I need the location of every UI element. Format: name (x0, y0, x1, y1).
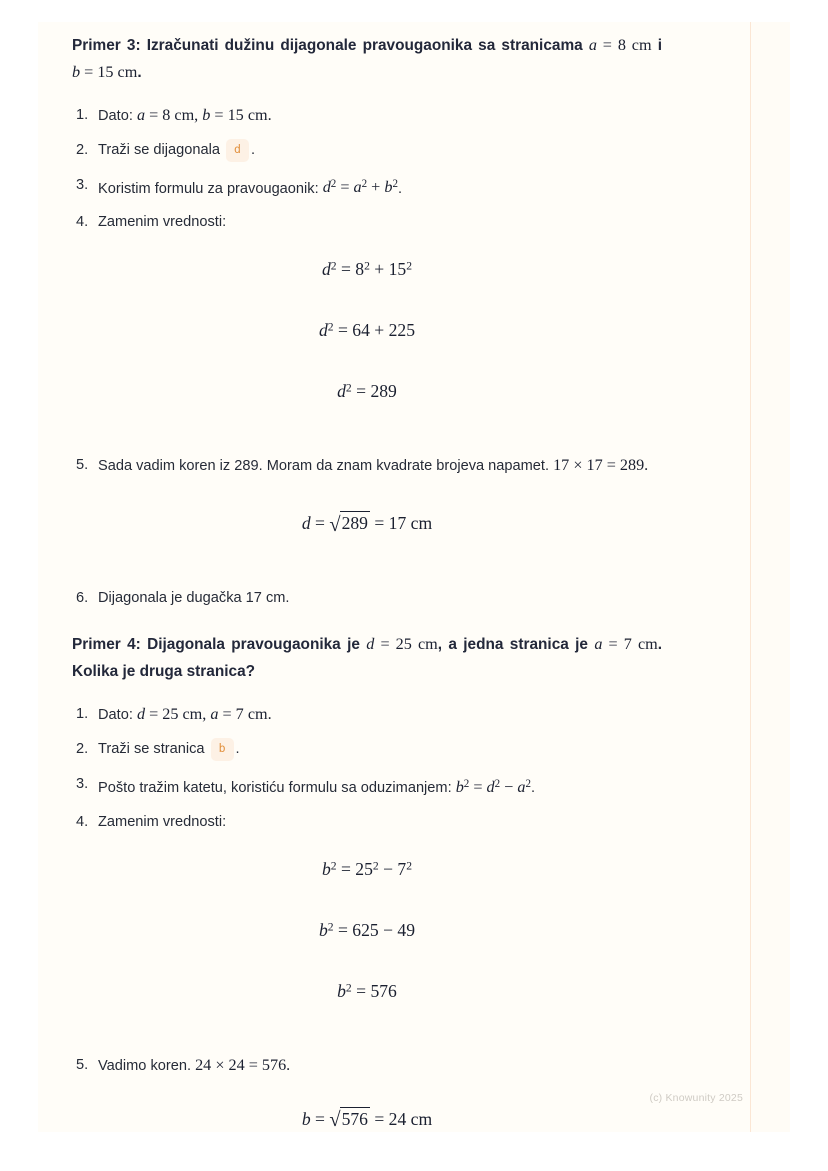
spacer (72, 575, 662, 587)
page-vertical-rule (750, 22, 751, 1132)
heading-primer-3-end: . (137, 64, 142, 81)
list-item-tail: . (250, 142, 256, 158)
spacer (72, 199, 662, 211)
heading-primer-3-conjunction: i (651, 37, 662, 54)
heading-primer-3-math-a: a = 8 cm (588, 36, 652, 54)
equation-display: $b^2 = 625 - 49$ (318, 919, 416, 940)
spacer (72, 941, 662, 981)
list-item-number: 6. (76, 590, 89, 607)
spacer (72, 535, 662, 575)
list-item-number: 4. (76, 214, 89, 231)
list-item-text: Dijagonala je dugačka 17 cm. (98, 590, 290, 607)
list-item-number: 2. (76, 142, 89, 158)
page-right-margin-band (751, 22, 790, 1132)
list-item-text: Zamenim vrednosti: (98, 813, 227, 830)
heading-primer-4-mid: , a jedna stranica je (437, 636, 595, 654)
spacer (72, 477, 662, 511)
square-root-icon: √576 (329, 1108, 368, 1132)
list-item-math: d = 25 cm, a = 7 cm. (136, 705, 272, 724)
list-item-math: $b^2 = d^2 - a^2$ (455, 777, 531, 796)
spacer (72, 1077, 662, 1107)
equation-display: $d^2 = 289$ (337, 381, 397, 402)
list-item-text: Traži se dijagonala (98, 142, 225, 158)
list-item-number: 1. (76, 107, 89, 123)
list-item-tail: . (530, 779, 535, 796)
list-item-tail: . (397, 180, 402, 197)
spacer (72, 761, 662, 773)
heading-primer-4-lead: Primer 4: Dijagonala pravougaonika je (72, 636, 367, 654)
list-item (72, 773, 662, 799)
list-item-tail: . (235, 741, 240, 758)
list-item-text: Koristim formulu za pravougaonik: (98, 180, 323, 197)
list-item-text: Dato: (98, 707, 137, 724)
list-item-number: 5. (76, 1056, 89, 1073)
list-item (72, 211, 662, 233)
document-content (72, 32, 662, 1131)
list-item (72, 104, 662, 127)
spacer (72, 1042, 662, 1054)
list-item (72, 587, 662, 609)
heading-primer-3-math-b: b = 15 cm (72, 63, 138, 81)
list-item-number: 4. (76, 813, 89, 830)
list-item-text: Zamenim vrednosti: (98, 214, 227, 231)
list-item-math: a = 8 cm, b = 15 cm. (136, 106, 272, 124)
heading-primer-4 (72, 631, 662, 685)
spacer (72, 685, 662, 703)
primer-3-step-list-cont (72, 454, 662, 477)
list-item (72, 811, 662, 833)
square-root-icon: √289 (329, 513, 368, 536)
spacer (72, 609, 662, 631)
spacer (72, 280, 662, 320)
equation-display: $d^2 = 64 + 225$ (318, 320, 416, 341)
equation-display: $d^2 = 8^2 + 15^2$ (321, 259, 413, 280)
list-item-text: Pošto tražim katetu, koristiću formulu sa oduzimanjem: (98, 779, 456, 796)
heading-primer-4-math-d: d = 25 cm (366, 635, 438, 654)
list-item (72, 738, 662, 761)
inline-code-chip-d: d (226, 139, 249, 162)
list-item-number: 3. (76, 176, 89, 193)
spacer (72, 162, 662, 174)
heading-primer-4-end: . Kolika je druga stranica? (72, 636, 662, 681)
equation-display: $b^2 = 25^2 - 7^2$ (321, 858, 413, 879)
spacer (72, 233, 662, 259)
spacer (72, 726, 662, 738)
spacer (72, 880, 662, 920)
list-item (72, 139, 662, 162)
spacer (72, 833, 662, 859)
equation-display-sqrt: b = √576 = 24 cm (301, 1108, 433, 1132)
spacer (72, 86, 662, 104)
list-item-math: $d^2 = a^2 + b^2$ (322, 178, 398, 197)
list-item-text: Traži se stranica (98, 741, 209, 758)
primer-4-step-list-cont (72, 1054, 662, 1077)
list-item (72, 1054, 662, 1077)
inline-code-chip-b: b (211, 738, 234, 761)
heading-primer-4-math-a: a = 7 cm (594, 635, 658, 654)
list-item-math: 24 × 24 = 576. (195, 1055, 291, 1074)
list-item-number: 2. (76, 741, 89, 758)
primer-3-step-list-end (72, 587, 662, 609)
list-item-text: Dato: (98, 108, 137, 124)
list-item-number: 3. (76, 775, 89, 792)
list-item-text: Vadimo koren. (98, 1057, 196, 1074)
footer-watermark: (c) Knowunity 2025 (649, 1092, 743, 1104)
spacer (72, 341, 662, 381)
list-item-math: 17 × 17 = 289. (553, 456, 649, 475)
primer-3-step-list (72, 104, 662, 233)
list-item-text: Sada vadim koren iz 289. Moram da znam kvadrate brojeva napamet. (98, 458, 554, 475)
list-item (72, 174, 662, 200)
spacer (72, 1002, 662, 1042)
document-page (38, 22, 790, 1132)
equation-display-sqrt: d = √289 = 17 cm (301, 513, 433, 536)
spacer (72, 127, 662, 139)
equation-display: $b^2 = 576$ (337, 980, 397, 1001)
list-item (72, 454, 662, 477)
list-item-number: 5. (76, 457, 89, 474)
spacer (72, 442, 662, 454)
spacer (72, 402, 662, 442)
primer-4-step-list (72, 703, 662, 832)
heading-primer-3-lead: Primer 3: Izračunati dužinu dijagonale pravougaonika sa stranicama (72, 37, 589, 54)
list-item (72, 703, 662, 726)
heading-primer-3 (72, 32, 662, 86)
list-item-number: 1. (76, 706, 89, 723)
spacer (72, 799, 662, 811)
